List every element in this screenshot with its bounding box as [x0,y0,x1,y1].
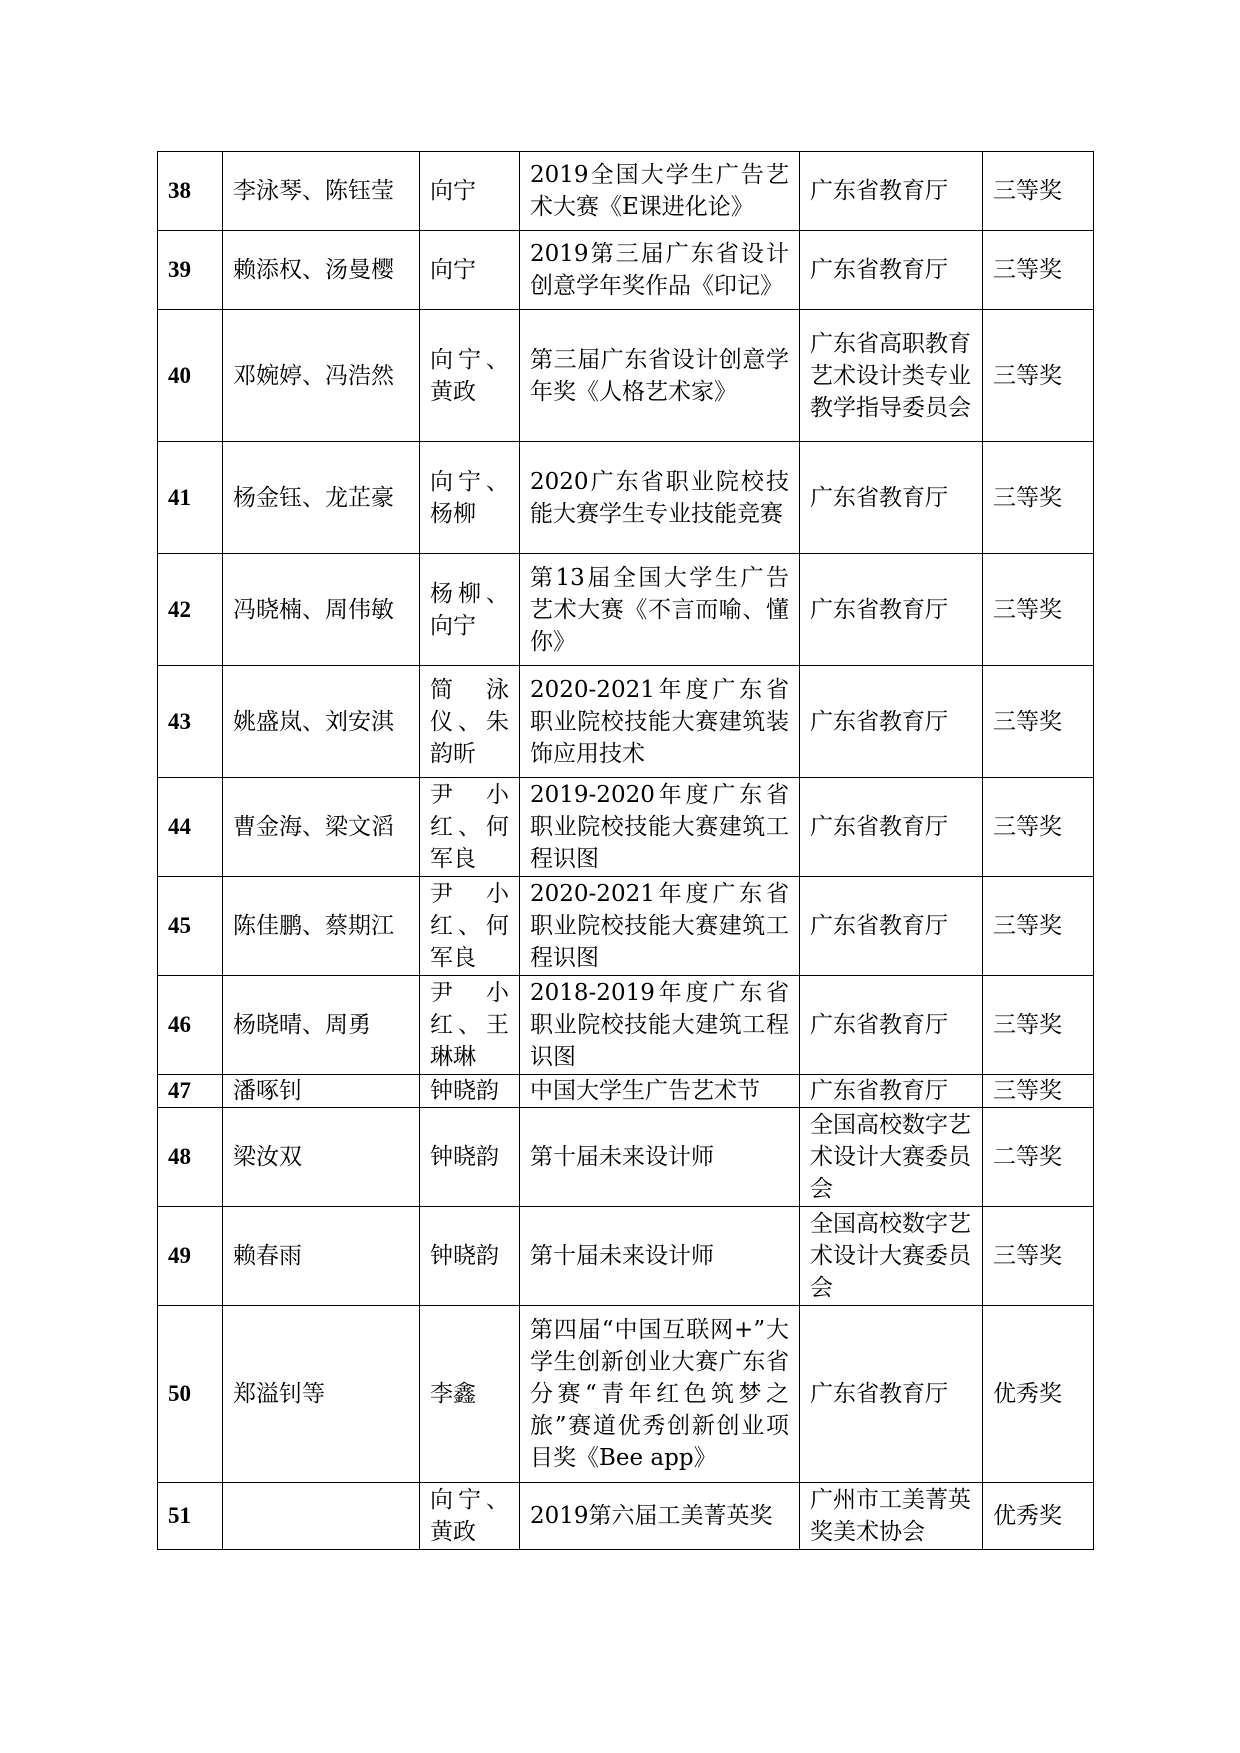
award-level: 三等奖 [983,152,1094,231]
competition-name: 第13届全国大学生广告艺术大赛《不言而喻、懂你》 [520,554,800,666]
organizer-name: 广东省教育厅 [800,152,983,231]
student-names: 邓婉婷、冯浩然 [223,310,420,442]
award-level: 三等奖 [983,976,1094,1075]
organizer-name: 广东省教育厅 [800,442,983,554]
award-level: 三等奖 [983,778,1094,877]
award-level: 三等奖 [983,666,1094,778]
row-number: 40 [158,310,223,442]
row-number: 51 [158,1483,223,1550]
competition-name: 2018-2019年度广东省职业院校技能大建筑工程识图 [520,976,800,1075]
table-row [158,231,1094,310]
advisor-names: 钟晓韵 [420,1075,520,1108]
student-names: 杨金钰、龙芷豪 [223,442,420,554]
row-number: 44 [158,778,223,877]
row-number: 48 [158,1108,223,1207]
organizer-name: 广东省教育厅 [800,976,983,1075]
table-row [158,1306,1094,1483]
advisor-names: 尹小红、王琳琳 [420,976,520,1075]
table-row [158,310,1094,442]
awards-table [157,151,1094,1550]
table-row [158,152,1094,231]
advisor-names: 尹小红、何军良 [420,778,520,877]
competition-name: 第四届“中国互联网+”大学生创新创业大赛广东省分赛“青年红色筑梦之旅”赛道优秀创新创业项目奖《Bee app》 [520,1306,800,1483]
competition-name: 2019-2020年度广东省职业院校技能大赛建筑工程识图 [520,778,800,877]
student-names: 冯晓楠、周伟敏 [223,554,420,666]
organizer-name: 全国高校数字艺术设计大赛委员会 [800,1108,983,1207]
table-row [158,1483,1094,1550]
student-names: 赖春雨 [223,1207,420,1306]
advisor-names: 钟晓韵 [420,1108,520,1207]
award-level: 三等奖 [983,554,1094,666]
row-number: 47 [158,1075,223,1108]
table-row [158,976,1094,1075]
competition-name: 第十届未来设计师 [520,1108,800,1207]
advisor-names: 向宁、黄政 [420,310,520,442]
student-names: 潘啄钊 [223,1075,420,1108]
table-row [158,1108,1094,1207]
advisor-names: 尹小红、何军良 [420,877,520,976]
table-row [158,877,1094,976]
row-number: 39 [158,231,223,310]
table-row [158,778,1094,877]
organizer-name: 广东省教育厅 [800,778,983,877]
award-level: 二等奖 [983,1108,1094,1207]
competition-name: 2020-2021年度广东省职业院校技能大赛建筑装饰应用技术 [520,666,800,778]
row-number: 38 [158,152,223,231]
advisor-names: 向宁、杨柳 [420,442,520,554]
advisor-names: 向宁 [420,152,520,231]
row-number: 42 [158,554,223,666]
award-level: 优秀奖 [983,1483,1094,1550]
award-level: 三等奖 [983,442,1094,554]
row-number: 43 [158,666,223,778]
award-level: 三等奖 [983,310,1094,442]
award-level: 三等奖 [983,1207,1094,1306]
table-row [158,666,1094,778]
row-number: 50 [158,1306,223,1483]
competition-name: 2020广东省职业院校技能大赛学生专业技能竞赛 [520,442,800,554]
organizer-name: 广东省教育厅 [800,1306,983,1483]
award-level: 三等奖 [983,877,1094,976]
advisor-names: 向宁 [420,231,520,310]
student-names: 姚盛岚、刘安淇 [223,666,420,778]
table-row [158,554,1094,666]
organizer-name: 全国高校数字艺术设计大赛委员会 [800,1207,983,1306]
table-row [158,442,1094,554]
competition-name: 第十届未来设计师 [520,1207,800,1306]
organizer-name: 广东省教育厅 [800,1075,983,1108]
organizer-name: 广东省教育厅 [800,554,983,666]
organizer-name: 广东省教育厅 [800,877,983,976]
student-names: 赖添权、汤曼樱 [223,231,420,310]
competition-name: 2019第六届工美菁英奖 [520,1483,800,1550]
advisor-names: 杨柳、向宁 [420,554,520,666]
competition-name: 2020-2021年度广东省职业院校技能大赛建筑工程识图 [520,877,800,976]
award-level: 优秀奖 [983,1306,1094,1483]
organizer-name: 广东省高职教育艺术设计类专业教学指导委员会 [800,310,983,442]
student-names: 郑溢钊等 [223,1306,420,1483]
competition-name: 第三届广东省设计创意学年奖《人格艺术家》 [520,310,800,442]
competition-name: 中国大学生广告艺术节 [520,1075,800,1108]
advisor-names: 简泳仪、朱韵昕 [420,666,520,778]
student-names: 李泳琴、陈钰莹 [223,152,420,231]
advisor-names: 钟晓韵 [420,1207,520,1306]
row-number: 49 [158,1207,223,1306]
organizer-name: 广东省教育厅 [800,231,983,310]
organizer-name: 广东省教育厅 [800,666,983,778]
student-names: 陈佳鹏、蔡期江 [223,877,420,976]
award-level: 三等奖 [983,1075,1094,1108]
student-names: 曹金海、梁文滔 [223,778,420,877]
student-names [223,1483,420,1550]
advisor-names: 李鑫 [420,1306,520,1483]
row-number: 45 [158,877,223,976]
student-names: 梁汝双 [223,1108,420,1207]
competition-name: 2019第三届广东省设计创意学年奖作品《印记》 [520,231,800,310]
table-row [158,1207,1094,1306]
advisor-names: 向宁、黄政 [420,1483,520,1550]
table-row [158,1075,1094,1108]
competition-name: 2019全国大学生广告艺术大赛《E课进化论》 [520,152,800,231]
row-number: 41 [158,442,223,554]
organizer-name: 广州市工美菁英奖美术协会 [800,1483,983,1550]
award-level: 三等奖 [983,231,1094,310]
student-names: 杨晓晴、周勇 [223,976,420,1075]
row-number: 46 [158,976,223,1075]
